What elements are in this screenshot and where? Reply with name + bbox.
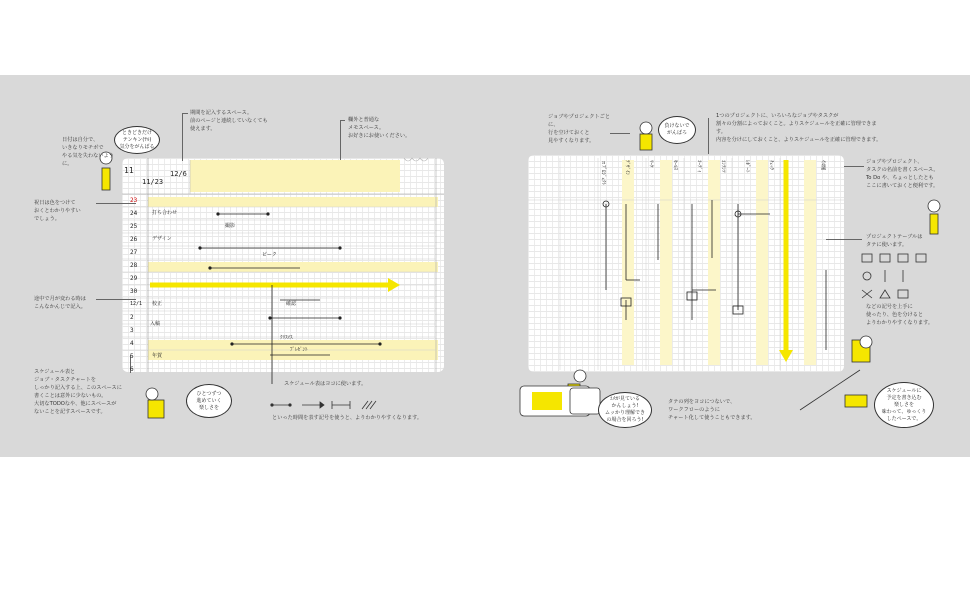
note-period: 期間を記入するスペース。 前のページと連続していなくても 使えます。	[190, 110, 268, 132]
leader-line	[708, 118, 709, 154]
note-legend: などの記号を上手に 使ったり、色を分けると よりわかりやすくなります。	[866, 304, 934, 326]
leader-line	[826, 239, 862, 240]
date-cell: 28	[130, 262, 138, 269]
date-cell: 2	[130, 314, 134, 321]
date-cell: 12/1	[130, 301, 143, 307]
column-header: ａﾌﾟﾛｼﾞｪｸﾄ	[600, 160, 606, 186]
note-memo: 欄外と普通な メモスペース。 お好きにお使いください。	[348, 117, 411, 139]
column-header: ﾁｪｯｸ	[768, 160, 774, 171]
date-cell: 30	[130, 288, 138, 295]
range-end: 12/6	[170, 170, 187, 178]
note-project: 1つのプロジェクトに、いろいろなジョブやタスクが 割々の分割によっておくこと。よりスケジュールを正確に管理できます。 内容を分けにしておくこと、よりスケジュールを正確に管理できます。	[716, 113, 882, 143]
speech-bubble: ひとつずつ 進めていく 楽しさを	[186, 384, 232, 418]
speech-bubble: ときどきだけ テンキン(ﾔﾙ) 気分をがんばる	[114, 126, 160, 154]
date-cell: 23	[130, 197, 138, 204]
note-month-change: 途中で月が変わる時は こんなかんじで記入。	[34, 296, 86, 310]
note-holiday: 祝日は色をつけて おくとわかりやすい でしょう。	[34, 200, 81, 222]
note-vertical: プロジェクトテーブルは タテに使います。	[866, 234, 923, 248]
task-label: 打ち合わせ	[152, 210, 178, 216]
task-label: 確認	[286, 301, 297, 307]
date-cell: 5	[130, 353, 134, 360]
task-label: 入稿	[150, 321, 161, 327]
column-header: ｾｰﾙｽ	[672, 160, 678, 171]
task-label: 年賀	[152, 353, 163, 359]
speech-bubble: スケジュールに 予定を書き込む 楽しさを 味わって、ゆっくり したペースで。	[874, 382, 934, 428]
column-header: ｺｰﾃﾞｨ	[696, 160, 702, 173]
task-label: 撮影	[225, 223, 236, 229]
task-label: ｸﾘｽﾏｽ	[280, 335, 293, 341]
task-label: 校正	[152, 301, 163, 307]
task-label: ﾌﾟﾚｾﾞﾝﾄ	[290, 347, 308, 353]
range-start: 11/23	[142, 178, 164, 186]
note-date: 日付は自分で、 いきなりモチボで やる気を失わないように。	[62, 137, 114, 167]
column-header: ﾃﾞｻﾞｲﾝ	[624, 160, 630, 176]
task-label: ピーク	[262, 252, 277, 258]
date-cell: 25	[130, 223, 138, 230]
leader-line	[844, 166, 864, 167]
date-column	[130, 197, 146, 379]
date-cell: 4	[130, 340, 134, 347]
date-cell: 29	[130, 275, 138, 282]
month-label: 11	[124, 166, 134, 175]
note-horizontal: スケジュール表はヨコに使います。	[284, 381, 367, 387]
task-label: デザイン	[152, 236, 172, 242]
column-headers	[600, 160, 840, 200]
note-todo-space: スケジュール表と ジョブ・タスクチャートを しっかり記入する上、このスペースに 書くことは意外に少ないもの。 大切なTODOなや、他にスペースが ないことを記すスペースです。	[34, 369, 122, 415]
date-cell: 3	[130, 327, 134, 334]
column-header: ﾚﾎﾟｰﾄ	[744, 160, 750, 173]
column-header: ｺﾝﾃﾝﾂ	[720, 160, 726, 173]
speech-bubble: 負けないで がんばろ	[658, 116, 696, 144]
note-symbols: といった時間を表す記号を使うと、よりわかりやすくなります。	[272, 415, 423, 421]
date-cell: 27	[130, 249, 138, 256]
column-header: 会議	[820, 160, 826, 170]
note-workflow: タテの列をヨコにつないで、 ワークフローのように チャート化して使うこともできます。	[668, 399, 756, 421]
speech-bubble: ﾕﾒが見ている かんしょう! ムッかり理解でき の場合を回ろう!	[598, 392, 652, 428]
leader-line	[340, 120, 341, 160]
date-cell: 6	[130, 366, 134, 373]
note-names: ジョブやプロジェクト、 タスクの名前を書くスペース。 To Do や、ちょっとしたとも ここに書いておくと便利です。	[866, 159, 939, 189]
column-header: ﾏｰｹ	[648, 160, 654, 168]
date-cell: 24	[130, 210, 138, 217]
leader-line	[182, 113, 183, 161]
date-cell: 26	[130, 236, 138, 243]
note-spacing: ジョブやプロジェクトごとに、 行を空けておくと 見やすくなります。	[548, 114, 611, 144]
